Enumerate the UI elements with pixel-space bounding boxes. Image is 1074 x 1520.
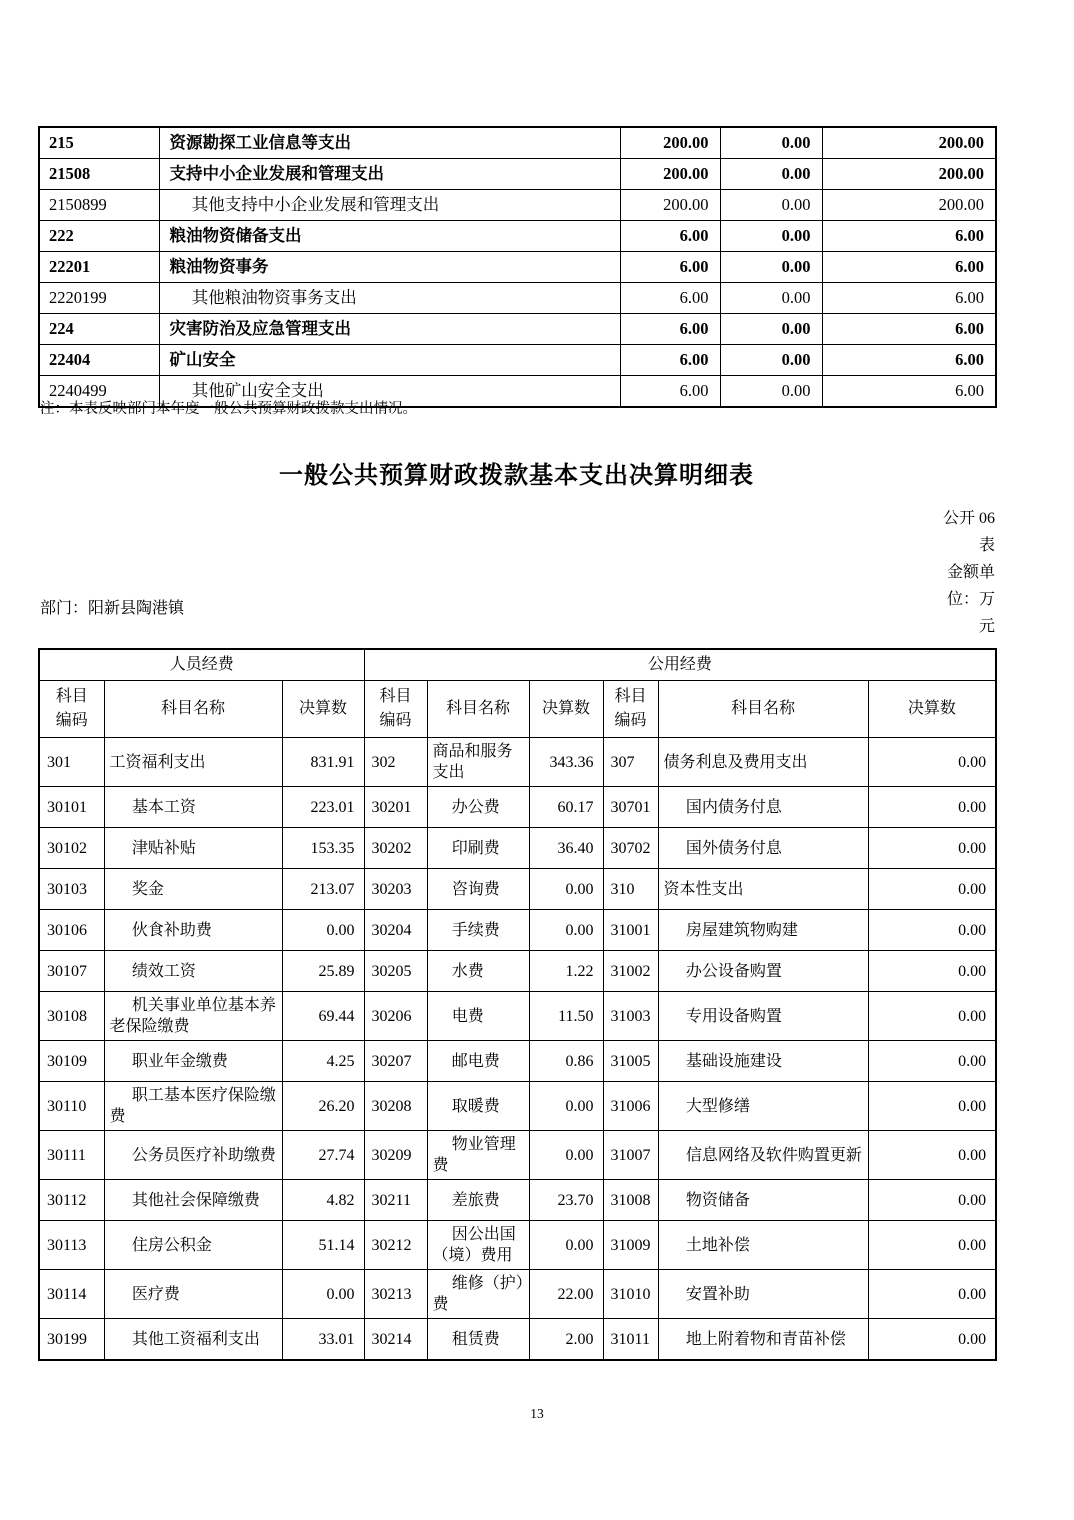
table-note: 注：本表反映部门本年度一般公共预算财政拨款支出情况。 bbox=[40, 401, 417, 417]
cell-public-name: 物业管理费 bbox=[427, 1131, 529, 1180]
cell-value-project: 200.00 bbox=[822, 127, 996, 159]
cell-personnel-value: 4.25 bbox=[282, 1041, 364, 1082]
cell-public2-name: 基础设施建设 bbox=[658, 1041, 868, 1082]
cell-subject-code: 215 bbox=[39, 127, 159, 159]
department-label: 部门：阳新县陶港镇 bbox=[40, 600, 185, 617]
cell-public2-name: 土地补偿 bbox=[658, 1221, 868, 1270]
cell-public-value: 2.00 bbox=[529, 1319, 603, 1361]
doc-code-line: 公开 06 bbox=[942, 510, 995, 527]
cell-public-value: 0.86 bbox=[529, 1041, 603, 1082]
cell-subject-name: 粮油物资事务 bbox=[159, 252, 620, 283]
cell-public-code: 30206 bbox=[364, 992, 427, 1041]
cell-public2-value: 0.00 bbox=[868, 1131, 996, 1180]
cell-value-total: 6.00 bbox=[620, 314, 720, 345]
main-table-row bbox=[39, 1082, 996, 1131]
cell-value-project: 6.00 bbox=[822, 376, 996, 408]
cell-personnel-code: 30110 bbox=[39, 1082, 104, 1131]
cell-personnel-name: 职业年金缴费 bbox=[104, 1041, 282, 1082]
cell-public2-value: 0.00 bbox=[868, 1082, 996, 1131]
cell-public-name: 水费 bbox=[427, 951, 529, 992]
cell-value-basic: 0.00 bbox=[720, 376, 822, 408]
cell-personnel-value: 153.35 bbox=[282, 828, 364, 869]
page-title: 一般公共预算财政拨款基本支出决算明细表 bbox=[279, 462, 754, 489]
cell-subject-name: 其他支持中小企业发展和管理支出 bbox=[159, 190, 620, 221]
cell-public-code: 30209 bbox=[364, 1131, 427, 1180]
cell-personnel-value: 26.20 bbox=[282, 1082, 364, 1131]
cell-public-code: 30214 bbox=[364, 1319, 427, 1361]
cell-value-basic: 0.00 bbox=[720, 190, 822, 221]
cell-value-basic: 0.00 bbox=[720, 159, 822, 190]
cell-public-name: 办公费 bbox=[427, 787, 529, 828]
cell-value-project: 200.00 bbox=[822, 190, 996, 221]
cell-personnel-code: 30107 bbox=[39, 951, 104, 992]
cell-personnel-name: 其他社会保障缴费 bbox=[104, 1180, 282, 1221]
top-table-row bbox=[39, 252, 996, 283]
cell-subject-name: 灾害防治及应急管理支出 bbox=[159, 314, 620, 345]
cell-personnel-code: 30103 bbox=[39, 869, 104, 910]
cell-value-project: 6.00 bbox=[822, 283, 996, 314]
cell-personnel-name: 公务员医疗补助缴费 bbox=[104, 1131, 282, 1180]
col-header-name: 科目名称 bbox=[658, 681, 868, 738]
cell-public2-value: 0.00 bbox=[868, 787, 996, 828]
cell-public-code: 30204 bbox=[364, 910, 427, 951]
cell-public-value: 0.00 bbox=[529, 1221, 603, 1270]
cell-personnel-value: 69.44 bbox=[282, 992, 364, 1041]
cell-subject-code: 224 bbox=[39, 314, 159, 345]
group-header-personnel: 人员经费 bbox=[39, 649, 364, 681]
cell-public2-name: 信息网络及软件购置更新 bbox=[658, 1131, 868, 1180]
cell-public2-code: 307 bbox=[603, 738, 658, 787]
col-header-value: 决算数 bbox=[529, 681, 603, 738]
cell-public2-value: 0.00 bbox=[868, 1180, 996, 1221]
cell-personnel-value: 223.01 bbox=[282, 787, 364, 828]
cell-personnel-value: 213.07 bbox=[282, 869, 364, 910]
cell-public2-value: 0.00 bbox=[868, 828, 996, 869]
cell-public2-name: 债务利息及费用支出 bbox=[658, 738, 868, 787]
cell-subject-name: 矿山安全 bbox=[159, 345, 620, 376]
cell-subject-name: 粮油物资储备支出 bbox=[159, 221, 620, 252]
col-header-name: 科目名称 bbox=[104, 681, 282, 738]
cell-personnel-code: 30109 bbox=[39, 1041, 104, 1082]
cell-personnel-name: 医疗费 bbox=[104, 1270, 282, 1319]
col-header-value: 决算数 bbox=[868, 681, 996, 738]
cell-public2-value: 0.00 bbox=[868, 1041, 996, 1082]
cell-public2-value: 0.00 bbox=[868, 910, 996, 951]
cell-public-name: 手续费 bbox=[427, 910, 529, 951]
cell-public2-code: 31008 bbox=[603, 1180, 658, 1221]
cell-public2-code: 31009 bbox=[603, 1221, 658, 1270]
cell-public2-code: 31003 bbox=[603, 992, 658, 1041]
cell-subject-code: 22201 bbox=[39, 252, 159, 283]
cell-public2-value: 0.00 bbox=[868, 951, 996, 992]
cell-public-name: 商品和服务支出 bbox=[427, 738, 529, 787]
cell-value-total: 6.00 bbox=[620, 345, 720, 376]
cell-value-basic: 0.00 bbox=[720, 345, 822, 376]
cell-public2-name: 办公设备购置 bbox=[658, 951, 868, 992]
cell-value-basic: 0.00 bbox=[720, 283, 822, 314]
cell-personnel-name: 基本工资 bbox=[104, 787, 282, 828]
cell-public2-value: 0.00 bbox=[868, 1221, 996, 1270]
cell-subject-name: 资源勘探工业信息等支出 bbox=[159, 127, 620, 159]
cell-public2-name: 物资储备 bbox=[658, 1180, 868, 1221]
main-table-row bbox=[39, 910, 996, 951]
cell-public2-name: 地上附着物和青苗补偿 bbox=[658, 1319, 868, 1361]
cell-public2-code: 31010 bbox=[603, 1270, 658, 1319]
cell-subject-name: 其他粮油物资事务支出 bbox=[159, 283, 620, 314]
cell-public-name: 咨询费 bbox=[427, 869, 529, 910]
main-table-row bbox=[39, 1270, 996, 1319]
cell-personnel-value: 4.82 bbox=[282, 1180, 364, 1221]
cell-personnel-name: 机关事业单位基本养老保险缴费 bbox=[104, 992, 282, 1041]
cell-personnel-name: 奖金 bbox=[104, 869, 282, 910]
cell-value-basic: 0.00 bbox=[720, 314, 822, 345]
cell-personnel-name: 津贴补贴 bbox=[104, 828, 282, 869]
cell-value-project: 200.00 bbox=[822, 159, 996, 190]
cell-public-code: 30207 bbox=[364, 1041, 427, 1082]
main-table bbox=[38, 648, 997, 1361]
col-header-name: 科目名称 bbox=[427, 681, 529, 738]
cell-personnel-value: 33.01 bbox=[282, 1319, 364, 1361]
cell-value-total: 200.00 bbox=[620, 190, 720, 221]
column-header-row bbox=[39, 681, 996, 738]
cell-public-code: 30201 bbox=[364, 787, 427, 828]
cell-personnel-code: 301 bbox=[39, 738, 104, 787]
top-table-row bbox=[39, 283, 996, 314]
cell-public-name: 印刷费 bbox=[427, 828, 529, 869]
top-table bbox=[38, 126, 997, 408]
cell-value-total: 6.00 bbox=[620, 376, 720, 408]
top-table-row bbox=[39, 127, 996, 159]
cell-public-name: 差旅费 bbox=[427, 1180, 529, 1221]
cell-personnel-value: 27.74 bbox=[282, 1131, 364, 1180]
cell-public2-code: 31011 bbox=[603, 1319, 658, 1361]
cell-public-code: 30213 bbox=[364, 1270, 427, 1319]
top-table-row bbox=[39, 345, 996, 376]
cell-personnel-name: 绩效工资 bbox=[104, 951, 282, 992]
cell-personnel-value: 831.91 bbox=[282, 738, 364, 787]
cell-value-project: 6.00 bbox=[822, 252, 996, 283]
cell-public-code: 30203 bbox=[364, 869, 427, 910]
col-header-code: 科目编码 bbox=[39, 681, 104, 738]
cell-personnel-name: 工资福利支出 bbox=[104, 738, 282, 787]
cell-personnel-value: 0.00 bbox=[282, 1270, 364, 1319]
cell-personnel-name: 住房公积金 bbox=[104, 1221, 282, 1270]
cell-subject-code: 22404 bbox=[39, 345, 159, 376]
cell-public-value: 23.70 bbox=[529, 1180, 603, 1221]
cell-public2-code: 31001 bbox=[603, 910, 658, 951]
cell-public2-value: 0.00 bbox=[868, 1319, 996, 1361]
cell-value-total: 200.00 bbox=[620, 159, 720, 190]
cell-personnel-code: 30108 bbox=[39, 992, 104, 1041]
main-table-row bbox=[39, 1131, 996, 1180]
cell-public2-name: 资本性支出 bbox=[658, 869, 868, 910]
cell-subject-code: 2150899 bbox=[39, 190, 159, 221]
cell-public-value: 0.00 bbox=[529, 869, 603, 910]
cell-personnel-code: 30111 bbox=[39, 1131, 104, 1180]
cell-public-name: 邮电费 bbox=[427, 1041, 529, 1082]
cell-public-name: 租赁费 bbox=[427, 1319, 529, 1361]
top-table-row bbox=[39, 314, 996, 345]
cell-public2-code: 30701 bbox=[603, 787, 658, 828]
group-header-row bbox=[39, 649, 996, 681]
cell-subject-code: 21508 bbox=[39, 159, 159, 190]
doc-code-label bbox=[875, 505, 995, 640]
cell-personnel-name: 其他工资福利支出 bbox=[104, 1319, 282, 1361]
cell-subject-code: 222 bbox=[39, 221, 159, 252]
cell-public-value: 11.50 bbox=[529, 992, 603, 1041]
main-table-row bbox=[39, 1041, 996, 1082]
cell-public2-code: 31007 bbox=[603, 1131, 658, 1180]
cell-subject-name: 支持中小企业发展和管理支出 bbox=[159, 159, 620, 190]
cell-personnel-code: 30102 bbox=[39, 828, 104, 869]
cell-value-project: 6.00 bbox=[822, 221, 996, 252]
cell-personnel-code: 30106 bbox=[39, 910, 104, 951]
cell-personnel-code: 30199 bbox=[39, 1319, 104, 1361]
cell-personnel-value: 0.00 bbox=[282, 910, 364, 951]
col-header-code: 科目编码 bbox=[364, 681, 427, 738]
cell-public2-name: 房屋建筑物购建 bbox=[658, 910, 868, 951]
main-table-row bbox=[39, 1319, 996, 1361]
cell-personnel-name: 伙食补助费 bbox=[104, 910, 282, 951]
cell-personnel-value: 25.89 bbox=[282, 951, 364, 992]
cell-value-basic: 0.00 bbox=[720, 252, 822, 283]
cell-value-total: 6.00 bbox=[620, 283, 720, 314]
doc-code-line: 表 bbox=[978, 537, 995, 554]
cell-value-total: 200.00 bbox=[620, 127, 720, 159]
cell-value-total: 6.00 bbox=[620, 252, 720, 283]
cell-public-value: 0.00 bbox=[529, 910, 603, 951]
cell-public2-value: 0.00 bbox=[868, 869, 996, 910]
cell-public2-code: 310 bbox=[603, 869, 658, 910]
cell-personnel-code: 30112 bbox=[39, 1180, 104, 1221]
cell-public2-value: 0.00 bbox=[868, 738, 996, 787]
cell-value-total: 6.00 bbox=[620, 221, 720, 252]
main-table-row bbox=[39, 1180, 996, 1221]
cell-public-value: 22.00 bbox=[529, 1270, 603, 1319]
cell-personnel-code: 30114 bbox=[39, 1270, 104, 1319]
cell-public-name: 取暖费 bbox=[427, 1082, 529, 1131]
cell-personnel-name: 职工基本医疗保险缴费 bbox=[104, 1082, 282, 1131]
cell-public2-name: 国内债务付息 bbox=[658, 787, 868, 828]
cell-public-name: 电费 bbox=[427, 992, 529, 1041]
main-table-row bbox=[39, 738, 996, 787]
cell-subject-code: 2240499 bbox=[39, 376, 159, 408]
cell-public2-name: 大型修缮 bbox=[658, 1082, 868, 1131]
cell-public-code: 30202 bbox=[364, 828, 427, 869]
cell-public2-code: 30702 bbox=[603, 828, 658, 869]
cell-public2-name: 专用设备购置 bbox=[658, 992, 868, 1041]
cell-public2-code: 31005 bbox=[603, 1041, 658, 1082]
cell-public-name: 因公出国（境）费用 bbox=[427, 1221, 529, 1270]
main-table-row bbox=[39, 869, 996, 910]
cell-personnel-code: 30101 bbox=[39, 787, 104, 828]
cell-value-project: 6.00 bbox=[822, 314, 996, 345]
cell-public2-value: 0.00 bbox=[868, 992, 996, 1041]
group-header-public: 公用经费 bbox=[364, 649, 996, 681]
top-table-row bbox=[39, 159, 996, 190]
main-table-row bbox=[39, 787, 996, 828]
cell-subject-name: 其他矿山安全支出 bbox=[159, 376, 620, 408]
cell-public-code: 30212 bbox=[364, 1221, 427, 1270]
page-number: 13 bbox=[530, 1406, 544, 1421]
cell-subject-code: 2220199 bbox=[39, 283, 159, 314]
cell-public-code: 30211 bbox=[364, 1180, 427, 1221]
cell-public2-code: 31002 bbox=[603, 951, 658, 992]
main-table-row bbox=[39, 828, 996, 869]
cell-public-name: 维修（护）费 bbox=[427, 1270, 529, 1319]
main-table-row bbox=[39, 951, 996, 992]
top-table-row bbox=[39, 190, 996, 221]
cell-personnel-value: 51.14 bbox=[282, 1221, 364, 1270]
cell-public-code: 30205 bbox=[364, 951, 427, 992]
cell-public2-name: 国外债务付息 bbox=[658, 828, 868, 869]
cell-public2-value: 0.00 bbox=[868, 1270, 996, 1319]
cell-public2-name: 安置补助 bbox=[658, 1270, 868, 1319]
cell-public-value: 0.00 bbox=[529, 1082, 603, 1131]
col-header-value: 决算数 bbox=[282, 681, 364, 738]
cell-public2-code: 31006 bbox=[603, 1082, 658, 1131]
cell-public-code: 302 bbox=[364, 738, 427, 787]
cell-public-value: 36.40 bbox=[529, 828, 603, 869]
top-table-row bbox=[39, 221, 996, 252]
cell-public-value: 1.22 bbox=[529, 951, 603, 992]
doc-code-line: 位：万 bbox=[946, 591, 995, 608]
doc-code-line: 金额单 bbox=[946, 564, 995, 581]
cell-public-value: 343.36 bbox=[529, 738, 603, 787]
cell-public-value: 0.00 bbox=[529, 1131, 603, 1180]
cell-public-value: 60.17 bbox=[529, 787, 603, 828]
cell-value-basic: 0.00 bbox=[720, 127, 822, 159]
cell-value-project: 6.00 bbox=[822, 345, 996, 376]
main-table-row bbox=[39, 992, 996, 1041]
cell-personnel-code: 30113 bbox=[39, 1221, 104, 1270]
doc-code-line: 元 bbox=[978, 618, 995, 635]
main-table-row bbox=[39, 1221, 996, 1270]
cell-value-basic: 0.00 bbox=[720, 221, 822, 252]
col-header-code: 科目编码 bbox=[603, 681, 658, 738]
cell-public-code: 30208 bbox=[364, 1082, 427, 1131]
